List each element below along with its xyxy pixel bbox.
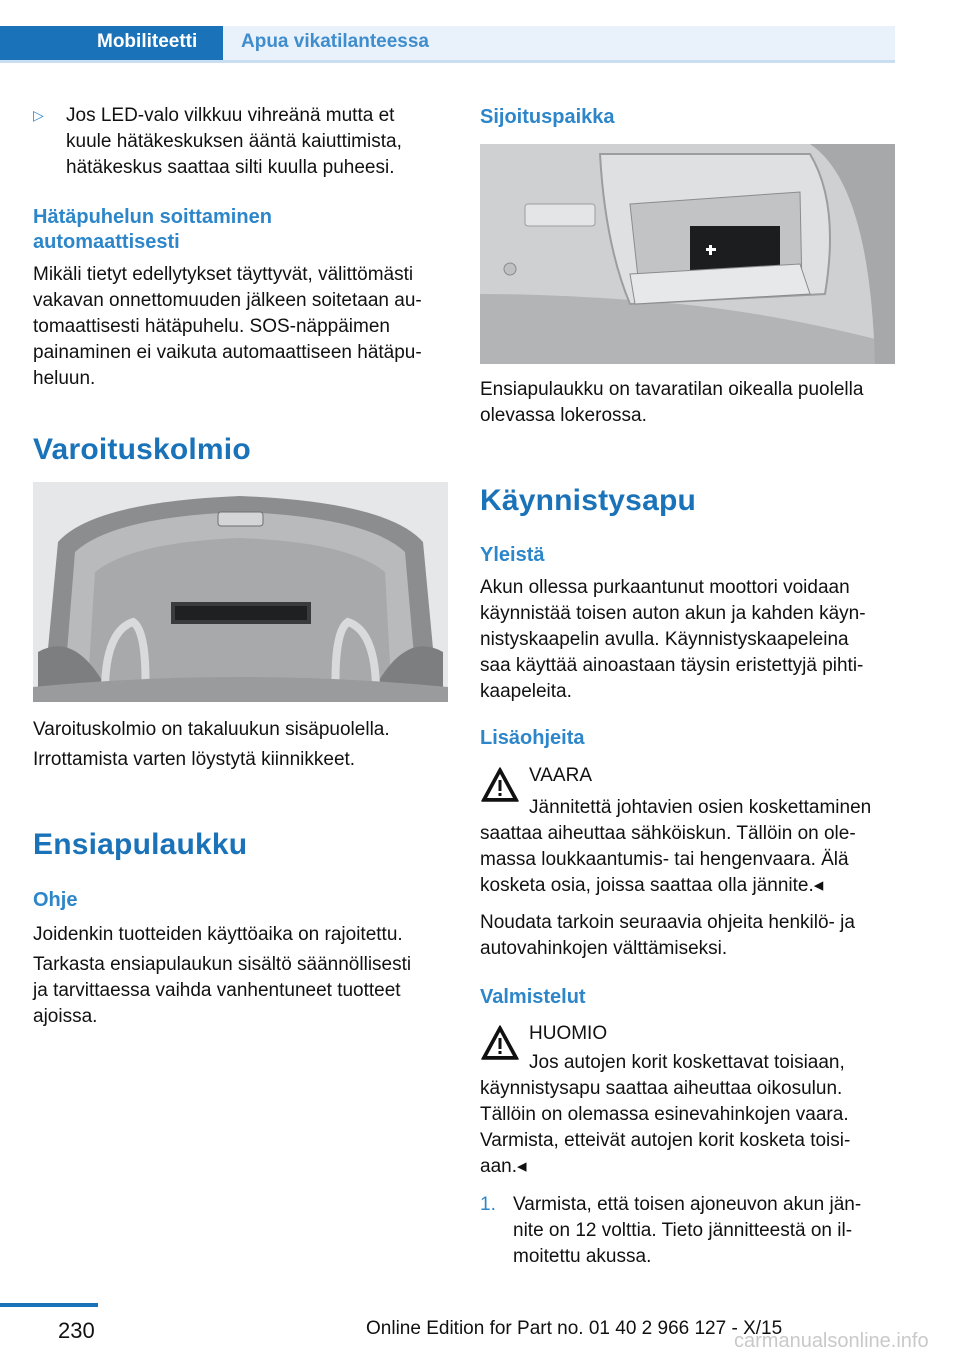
tab-apua-vikatilanteessa[interactable]: Apua vikatilanteessa [223,26,895,62]
location-text: olevassa lokerossa. [480,405,647,426]
general-text: Akun ollessa purkaantunut moottori voidaan [480,577,850,598]
follow-text: Noudata tarkoin seuraavia ohjeita henkilö- ja [480,912,855,933]
list-item [480,1192,895,1272]
jump-start-title: Käynnistysapu [480,484,696,517]
notice-label: HUOMIO [529,1023,608,1044]
notice-text: Tällöin on olemassa esinevahinkojen vaara. [480,1104,849,1125]
cargo-compartment-illustration [480,144,895,364]
step-line: Varmista, että toisen ajoneuvon akun jän- [513,1194,862,1215]
more-instructions-heading: Lisäohjeita [480,727,585,749]
step-line: nite on 12 volttia. Tieto jännitteestä on il- [513,1220,853,1241]
note-text: Tarkasta ensiapulaukun sisältö säännöllisesti [33,954,412,975]
first-aid-title: Ensiapulaukku [33,828,248,861]
trunk-lid-illustration [33,482,448,702]
notice-warning-icon [481,1025,519,1060]
danger-label: VAARA [529,765,593,786]
danger-warning-icon [481,767,519,802]
notice-text: Jos autojen korit koskettavat toisiaan, [529,1052,845,1073]
general-text: saa käyttää ainoastaan täysin eristettyjä pihti- [480,655,864,676]
notice-text: käynnistysapu saattaa aiheuttaa oikosulun. [480,1078,843,1099]
footer-accent-line [0,1303,98,1307]
bullet-line: Jos LED-valo vilkkuu vihreänä mutta et [66,105,395,126]
watermark: carmanualsonline.info [734,1330,929,1352]
follow-text: autovahinkojen välttämiseksi. [480,938,728,959]
note-text: ja tarvittaessa vaihda vanhentuneet tuotteet [33,980,401,1001]
page-header [0,0,895,62]
edition-text: Online Edition for Part no. 01 40 2 966 127 - X/15 [366,1318,783,1339]
location-text: Ensiapulaukku on tavaratilan oikealla puolella [480,379,864,400]
note-text: ajoissa. [33,1006,98,1027]
auto-call-heading: automaattisesti [33,231,180,253]
header-divider [0,60,895,63]
danger-text: Jännitettä johtavien osien koskettaminen [529,797,872,818]
auto-call-text: Mikäli tietyt edellytykset täyttyvät, välittömästi [33,264,414,285]
auto-call-heading: Hätäpuhelun soittaminen [33,206,272,228]
triangle-bullet-icon: ▷ [33,107,44,123]
general-text: nistyskaapelin avulla. Käynnistyskaapeleina [480,629,849,650]
page-number: 230 [58,1318,95,1343]
danger-text: kosketa osia, joissa saattaa olla jännite.◂ [480,875,824,896]
notice-text: Varmista, etteivät autojen korit kosketa toisi- [480,1130,851,1151]
notice-text: aan.◂ [480,1156,527,1177]
bullet-line: hätäkeskus saattaa silti kuulla puheesi. [66,157,395,178]
auto-call-text: tomaattisesti hätäpuhelu. SOS-näppäimen [33,316,390,337]
triangle-text: Varoituskolmio on takaluukun sisäpuolella. [33,719,390,740]
note-heading: Ohje [33,889,78,911]
triangle-text: Irrottamista varten löystytä kiinnikkeet. [33,749,356,770]
step-line: moitettu akussa. [513,1246,652,1267]
note-text: Joidenkin tuotteiden käyttöaika on rajoitettu. [33,924,403,945]
bullet-line: kuule hätäkeskuksen ääntä kaiuttimista, [66,131,402,152]
auto-call-text: vakavan onnettomuuden jälkeen soitetaan au- [33,290,422,311]
general-heading: Yleistä [480,544,545,566]
location-heading: Sijoituspaikka [480,106,615,128]
trunk-lid-image [33,482,448,702]
auto-call-text: heluun. [33,368,96,389]
first-aid-location-image [480,144,895,364]
step-number: 1. [480,1194,496,1215]
auto-call-text: painaminen ei vaikuta automaattiseen hätäpu- [33,342,422,363]
warning-triangle-title: Varoituskolmio [33,433,251,466]
preparation-heading: Valmistelut [480,986,586,1008]
list-item [33,103,448,183]
general-text: käynnistää toisen auton akun ja kahden käyn- [480,603,866,624]
tab-mobiliteetti[interactable]: Mobiliteetti [0,26,223,62]
danger-text: saattaa aiheuttaa sähköiskun. Tällöin on ole- [480,823,856,844]
danger-text: massa loukkaantumis- tai hengenvaara. Älä [480,849,849,870]
general-text: kaapeleita. [480,681,572,702]
